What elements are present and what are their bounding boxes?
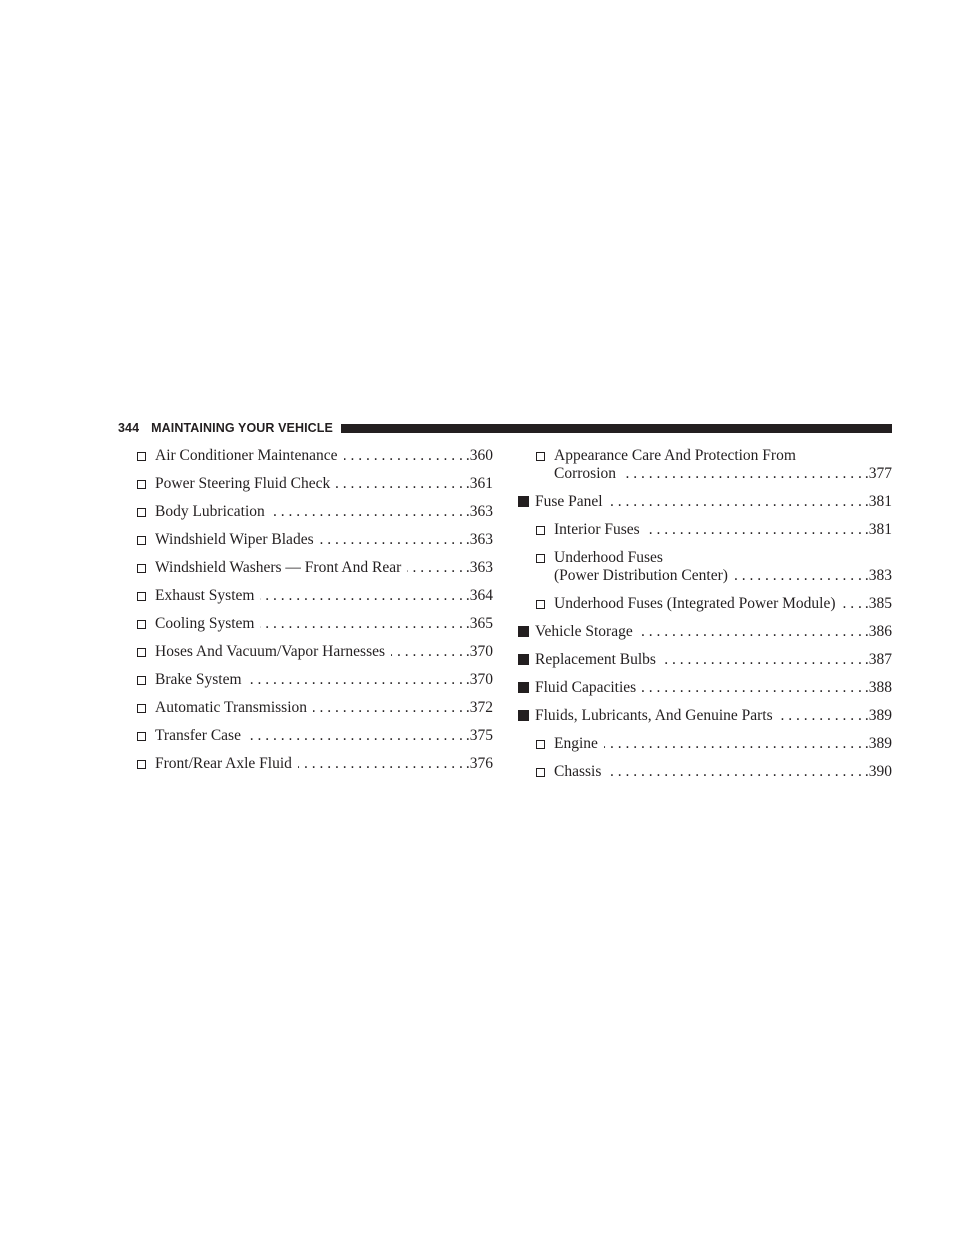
toc-entry-title: Windshield Washers — Front And Rear: [155, 559, 402, 576]
open-square-bullet-icon: [137, 648, 146, 657]
dot-leader: [407, 559, 463, 577]
open-square-bullet-icon: [536, 768, 545, 777]
toc-entry-page: .377: [864, 465, 892, 482]
open-square-bullet-icon: [536, 600, 545, 609]
toc-entry-title: Transfer Case: [155, 727, 241, 744]
dot-leader: [604, 735, 862, 753]
dot-leader: [642, 679, 862, 697]
page-header: [118, 419, 892, 437]
dot-leader: [320, 531, 463, 549]
toc-entry-fluid-capacities[interactable]: [518, 679, 892, 697]
dot-leader: [734, 567, 862, 585]
toc-entry-page: .389: [864, 735, 892, 752]
toc-entry-page: .370: [465, 643, 493, 660]
section-title: MAINTAINING YOUR VEHICLE: [151, 421, 333, 435]
open-square-bullet-icon: [536, 740, 545, 749]
dot-leader: [662, 651, 862, 669]
open-square-bullet-icon: [137, 480, 146, 489]
toc-entry-page: .376: [465, 755, 493, 772]
toc-entry-page: .381: [864, 493, 892, 510]
toc-entry[interactable]: [137, 727, 493, 745]
toc-entry-title: Fluid Capacities: [535, 679, 637, 696]
toc-entry-title: Interior Fuses: [554, 521, 640, 538]
toc-entry-title-line1: Underhood Fuses: [554, 549, 663, 566]
filled-square-bullet-icon: [518, 626, 529, 637]
toc-entry-title: Fluids, Lubricants, And Genuine Parts: [535, 707, 773, 724]
open-square-bullet-icon: [137, 536, 146, 545]
toc-entry-underhood-ipm[interactable]: [536, 595, 892, 613]
toc-entry-page: .381: [864, 521, 892, 538]
open-square-bullet-icon: [137, 760, 146, 769]
toc-entry-title: Front/Rear Axle Fluid: [155, 755, 292, 772]
toc-entry[interactable]: [137, 531, 493, 549]
toc-entry[interactable]: [137, 699, 493, 717]
toc-entry-title: Vehicle Storage: [535, 623, 633, 640]
toc-entry-page: .364: [465, 587, 493, 604]
open-square-bullet-icon: [137, 452, 146, 461]
toc-entry-chassis[interactable]: [536, 763, 892, 781]
toc-entry-title: Underhood Fuses (Integrated Power Module): [554, 595, 836, 612]
toc-left-column: [137, 447, 493, 783]
dot-leader: [607, 763, 862, 781]
header-rule: [341, 424, 892, 433]
toc-entry-page: .372: [465, 699, 493, 716]
filled-square-bullet-icon: [518, 682, 529, 693]
filled-square-bullet-icon: [518, 654, 529, 665]
toc-entry[interactable]: [137, 671, 493, 689]
dot-leader: [391, 643, 463, 661]
toc-entry[interactable]: [137, 475, 493, 493]
toc-entry-title: Power Steering Fluid Check: [155, 475, 331, 492]
toc-right-column: [518, 447, 892, 791]
open-square-bullet-icon: [536, 526, 545, 535]
dot-leader: [260, 587, 462, 605]
toc-entry-title: Air Conditioner Maintenance: [155, 447, 338, 464]
toc-entry-replacement-bulbs[interactable]: [518, 651, 892, 669]
dot-leader: [336, 475, 463, 493]
open-square-bullet-icon: [137, 704, 146, 713]
toc-entry-page: .370: [465, 671, 493, 688]
toc-entry-appearance-care[interactable]: [536, 447, 892, 483]
toc-entry-fluids-lubricants[interactable]: [518, 707, 892, 725]
open-square-bullet-icon: [137, 564, 146, 573]
toc-entry[interactable]: [137, 755, 493, 773]
toc-entry-title: Windshield Wiper Blades: [155, 531, 314, 548]
toc-entry-page: .386: [864, 623, 892, 640]
toc-entry-title-line2: (Power Distribution Center): [554, 567, 728, 584]
toc-entry[interactable]: [137, 587, 493, 605]
toc-entry[interactable]: [137, 643, 493, 661]
toc-entry-title: Fuse Panel: [535, 493, 603, 510]
toc-entry[interactable]: [137, 447, 493, 465]
toc-entry-page: .363: [465, 559, 493, 576]
open-square-bullet-icon: [137, 732, 146, 741]
toc-entry-title: Replacement Bulbs: [535, 651, 656, 668]
dot-leader: [260, 615, 462, 633]
toc-entry-title: Brake System: [155, 671, 242, 688]
dot-leader: [344, 447, 463, 465]
toc-entry-page: .383: [864, 567, 892, 584]
dot-leader: [313, 699, 463, 717]
dot-leader: [271, 503, 463, 521]
open-square-bullet-icon: [137, 620, 146, 629]
toc-entry[interactable]: [137, 559, 493, 577]
toc-entry-page: .387: [864, 651, 892, 668]
toc-entry-underhood-pdc[interactable]: [536, 549, 892, 585]
filled-square-bullet-icon: [518, 710, 529, 721]
open-square-bullet-icon: [137, 508, 146, 517]
toc-entry-page: .361: [465, 475, 493, 492]
dot-leader: [247, 727, 463, 745]
dot-leader: [298, 755, 463, 773]
toc-entry-page: .375: [465, 727, 493, 744]
toc-entry-page: .363: [465, 531, 493, 548]
toc-entry-page: .390: [864, 763, 892, 780]
page-number: 344: [118, 421, 140, 435]
open-square-bullet-icon: [137, 676, 146, 685]
dot-leader: [248, 671, 463, 689]
toc-entry-title: Body Lubrication: [155, 503, 265, 520]
open-square-bullet-icon: [536, 452, 545, 461]
toc-entry-title-line1: Appearance Care And Protection From: [554, 447, 796, 464]
dot-leader: [646, 521, 862, 539]
filled-square-bullet-icon: [518, 496, 529, 507]
dot-leader: [609, 493, 862, 511]
dot-leader: [842, 595, 862, 613]
toc-entry-page: .365: [465, 615, 493, 632]
toc-entry-engine[interactable]: [536, 735, 892, 753]
toc-entry-page: .389: [864, 707, 892, 724]
toc-entry-vehicle-storage[interactable]: [518, 623, 892, 641]
toc-entry-page: .385: [864, 595, 892, 612]
toc-entry-title: Hoses And Vacuum/Vapor Harnesses: [155, 643, 386, 660]
toc-entry-title: Engine: [554, 735, 598, 752]
toc-entry-title: Automatic Transmission: [155, 699, 308, 716]
toc-entry[interactable]: [137, 615, 493, 633]
open-square-bullet-icon: [536, 554, 545, 563]
toc-entry-page: .363: [465, 503, 493, 520]
toc-entry-title: Cooling System: [155, 615, 255, 632]
toc-entry-title: Exhaust System: [155, 587, 255, 604]
toc-entry-page: .388: [864, 679, 892, 696]
toc-entry-title: Chassis: [554, 763, 602, 780]
toc-entry-interior-fuses[interactable]: [536, 521, 892, 539]
toc-entry-page: .360: [465, 447, 493, 464]
dot-leader: [622, 465, 862, 483]
toc-entry[interactable]: [137, 503, 493, 521]
dot-leader: [779, 707, 862, 725]
toc-entry-title-line2: Corrosion: [554, 465, 616, 482]
toc-entry-fuse-panel[interactable]: [518, 493, 892, 511]
open-square-bullet-icon: [137, 592, 146, 601]
dot-leader: [639, 623, 862, 641]
